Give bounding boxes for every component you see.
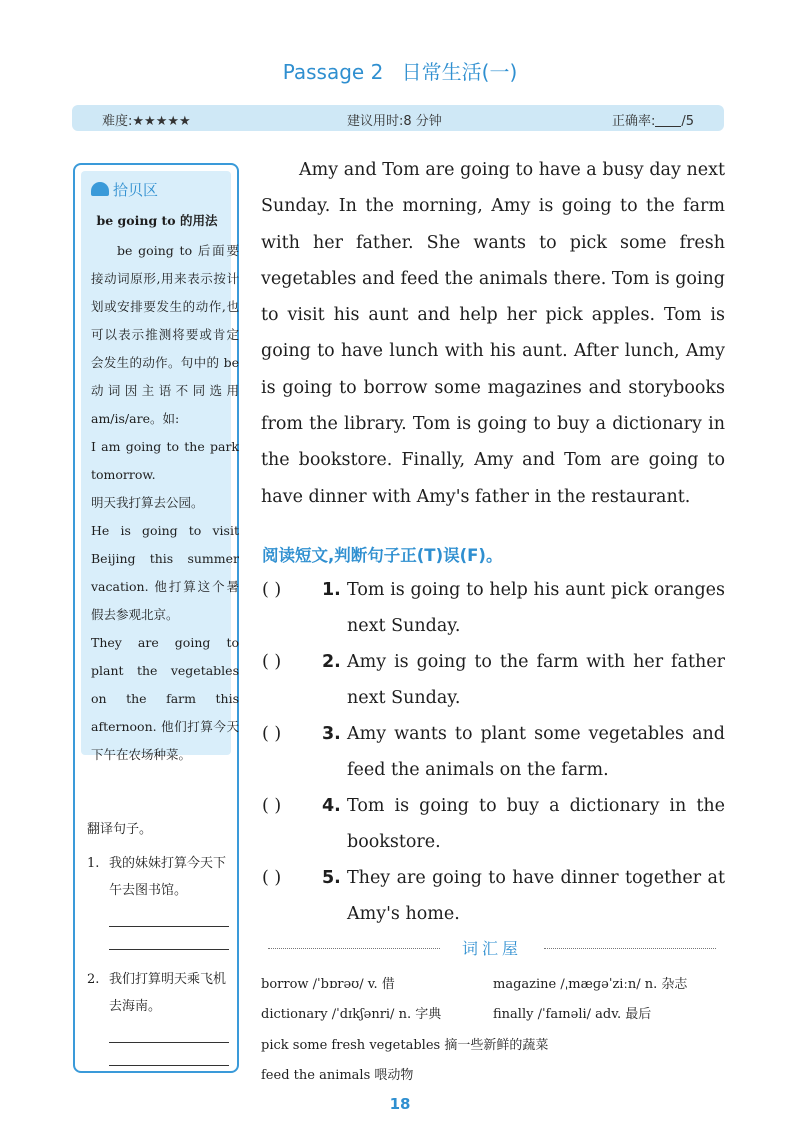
answer-line[interactable]	[109, 1043, 229, 1066]
accuracy	[612, 110, 694, 129]
question-item	[262, 644, 725, 716]
difficulty: 难度:★★★★★	[102, 114, 191, 129]
answer-parens[interactable]: ( )	[262, 868, 282, 888]
reading-passage	[261, 152, 725, 515]
vocab-entry: pick some fresh vegetables 摘一些新鲜的蔬菜	[261, 1038, 549, 1053]
title-zh: 日常生活(一)	[401, 60, 518, 84]
vocab-header	[268, 936, 716, 960]
page-title	[0, 56, 800, 85]
question-number: 2.	[322, 652, 341, 672]
vocab-entry: magazine /ˌmæɡəˈziːn/ n. 杂志	[493, 977, 688, 992]
sidebar-heading	[91, 179, 158, 200]
page-number: 18	[389, 1095, 411, 1113]
question-text: Tom is going to buy a dictionary in the bookstore.	[347, 796, 725, 852]
question-list	[262, 572, 725, 932]
question-number: 1.	[322, 580, 341, 600]
sidebar-example: I am going to the park tomorrow.	[91, 439, 239, 482]
answer-parens[interactable]: ( )	[262, 796, 282, 816]
question-text: Amy is going to the farm with her father next Sunday.	[347, 652, 725, 708]
answer-line[interactable]	[109, 927, 229, 950]
info-bar	[72, 105, 724, 131]
question-number: 4.	[322, 796, 341, 816]
sidebar-tip-panel	[81, 171, 239, 762]
passage-text: Amy and Tom are going to have a busy day next Sunday. In the morning, Amy is going to the farm with her father. She wants to pick some fresh vegetables and feed the animals there. Tom is going to visit his aunt and help her pick apples. Tom is going to have lunch with his aunt. After lunch, Amy is going to borrow some magazines and storybooks from the library. Tom is going to buy a dictionary in the bookstore. Finally, Amy and Tom are going to have dinner with Amy's father in the restaurant.	[261, 160, 725, 507]
question-item	[262, 788, 725, 860]
question-item	[262, 716, 725, 788]
vocab-entry: dictionary /ˈdɪkʃənri/ n. 字典	[261, 1007, 442, 1022]
answer-parens[interactable]: ( )	[262, 580, 282, 600]
question-number: 5.	[322, 868, 341, 888]
accuracy-total: /5	[681, 114, 694, 129]
vocab-entry: borrow /ˈbɒrəʊ/ v. 借	[261, 977, 395, 992]
question-text: Tom is going to help his aunt pick oranges next Sunday.	[347, 580, 725, 636]
title-en: Passage 2	[282, 60, 384, 84]
answer-parens[interactable]: ( )	[262, 652, 282, 672]
question-item	[262, 572, 725, 644]
divider	[544, 948, 716, 949]
answer-line[interactable]	[109, 1020, 229, 1043]
sidebar-example: They are going to plant the vegetables on the farm this afternoon. 他们打算今天下午在农场种菜。	[91, 635, 239, 762]
vocab-entry: feed the animals 喂动物	[261, 1068, 414, 1083]
answer-line[interactable]	[109, 904, 229, 927]
question-text: Amy wants to plant some vegetables and feed the animals on the farm.	[347, 724, 725, 780]
suggested-time: 建议用时:8 分钟	[347, 114, 442, 129]
translate-text: 我们打算明天乘飞机去海南。	[109, 972, 227, 1014]
sidebar-paragraph: be going to 后面要接动词原形,用来表示按计划或安排要发生的动作,也可以表示推测将要或肯定会发生的动作。句中的 be 动词因主语不同选用 am/is/are。如:	[91, 243, 239, 426]
vocab-entry: finally /ˈfaɪnəli/ adv. 最后	[493, 1007, 652, 1022]
answer-parens[interactable]: ( )	[262, 724, 282, 744]
question-item	[262, 860, 725, 932]
accuracy-blank[interactable]	[655, 114, 681, 127]
translate-item	[87, 966, 233, 1020]
translate-num: 1.	[87, 856, 100, 871]
translate-section	[87, 820, 233, 1066]
sidebar-heading-text: 拾贝区	[113, 181, 159, 199]
translate-text: 我的妹妹打算今天下午去图书馆。	[109, 856, 227, 898]
sidebar-subheading: be going to 的用法	[96, 213, 218, 228]
sidebar-example: He is going to visit Beijing this summer vacation. 他打算这个暑假去参观北京。	[91, 523, 239, 622]
accuracy-label: 正确率:	[611, 114, 656, 129]
translate-item	[87, 850, 233, 904]
translate-num: 2.	[87, 972, 100, 987]
question-text: They are going to have dinner together at Amy's home.	[347, 868, 725, 924]
sidebar-box	[73, 163, 239, 1073]
question-number: 3.	[322, 724, 341, 744]
sidebar-example-translation: 明天我打算去公园。	[91, 495, 204, 510]
translate-label: 翻译句子。	[87, 822, 153, 837]
shell-icon	[91, 182, 109, 196]
task-instruction: 阅读短文,判断句子正(T)误(F)。	[262, 546, 503, 565]
vocab-title: 词汇屋	[461, 939, 522, 958]
sidebar-body	[91, 237, 239, 769]
